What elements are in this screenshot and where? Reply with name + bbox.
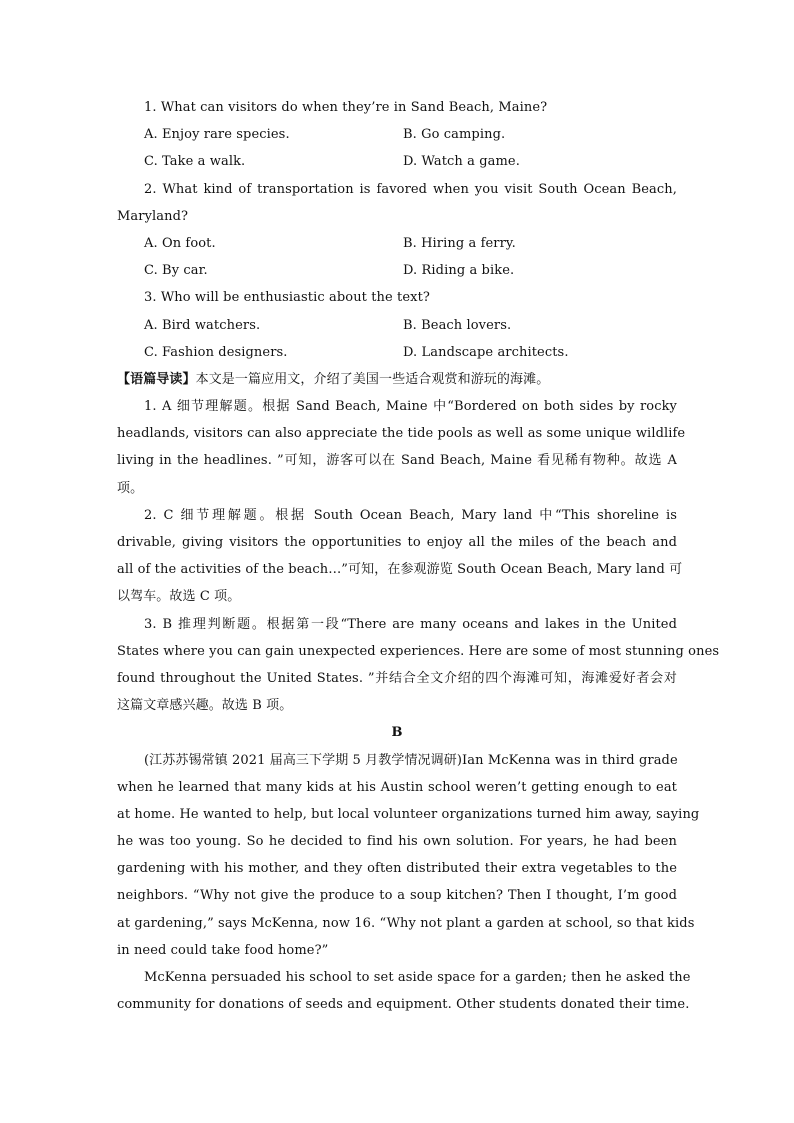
answer-3-line-3: found throughout the United States. ”并结合全文介绍的四个海滩可知，海滩爱好者会对 xyxy=(117,670,677,686)
reading-guide xyxy=(117,366,677,393)
section-b-p1-line-5: gardening with his mother, and they often distributed their extra vegetables to the xyxy=(117,861,677,877)
section-b-p1-line-8: in need could take food home?” xyxy=(117,942,329,958)
section-b-p1-line-1: (江苏苏锡常镇 2021 届高三下学期 5 月教学情况调研)Ian McKenna was in third grade xyxy=(144,752,678,768)
question-2-options-row-1 xyxy=(117,230,677,257)
question-2-stem-line-2: Maryland? xyxy=(117,208,189,224)
question-2-option-b: B. Hiring a ferry. xyxy=(403,235,516,251)
question-3-option-d: D. Landscape architects. xyxy=(403,344,569,360)
question-2-options-row-2 xyxy=(117,257,677,284)
document-page xyxy=(117,94,720,1018)
question-1-option-c: C. Take a walk. xyxy=(144,154,246,170)
section-b-p1-line-2: when he learned that many kids at his Austin school weren’t getting enough to eat xyxy=(117,779,677,795)
section-b-p1-line-4: he was too young. So he decided to find his own solution. For years, he had been xyxy=(117,834,677,850)
question-3-option-c: C. Fashion designers. xyxy=(144,344,288,360)
section-b-p2-line-2: community for donations of seeds and equipment. Other students donated their time. xyxy=(117,997,690,1013)
answer-3-line-4: 这篇文章感兴趣。故选 B 项。 xyxy=(117,698,293,714)
question-1-options-row-1 xyxy=(117,121,677,148)
answer-2-line-3: all of the activities of the beach…”可知，在参观游览 South Ocean Beach, Mary land 可 xyxy=(117,562,683,578)
answer-1-line-2: headlands, visitors can also appreciate the tide pools as well as some unique wildlife xyxy=(117,426,686,442)
answer-1-line-4: 项。 xyxy=(117,480,144,496)
question-3-options-row-2 xyxy=(117,339,677,366)
question-1-option-b: B. Go camping. xyxy=(403,127,506,143)
question-2-option-c: C. By car. xyxy=(144,263,208,279)
question-1-stem: 1. What can visitors do when they’re in Sand Beach, Maine? xyxy=(144,100,548,115)
section-b-p1-line-3: at home. He wanted to help, but local volunteer organizations turned him away, saying xyxy=(117,806,700,822)
answer-2-line-4: 以驾车。故选 C 项。 xyxy=(117,589,241,605)
section-b-p1-line-7: at gardening,” says McKenna, now 16. “Why not plant a garden at school, so that kids xyxy=(117,915,695,931)
section-b-p2-line-1: McKenna persuaded his school to set aside space for a garden; then he asked the xyxy=(144,970,691,985)
answer-1-line-3: living in the headlines. ”可知，游客可以在 Sand Beach, Maine 看见稀有物种。故选 A xyxy=(117,453,677,469)
answer-3-line-1: 3. B 推理判断题。根据第一段“There are many oceans and lakes in the United xyxy=(144,616,677,632)
answer-1-line-1: 1. A 细节理解题。根据 Sand Beach, Maine 中“Bordered on both sides by rocky xyxy=(144,399,677,415)
reading-guide-tag: 【语篇导读】 xyxy=(117,371,196,387)
question-3-option-a: A. Bird watchers. xyxy=(144,317,261,333)
question-3-option-b: B. Beach lovers. xyxy=(403,317,512,333)
section-b-p1-line-6: neighbors. “Why not give the produce to a soup kitchen? Then I thought, I’m good xyxy=(117,888,677,904)
reading-guide-text: 本文是一篇应用文，介绍了美国一些适合观赏和游玩的海滩。 xyxy=(195,371,550,387)
answer-3-line-2: States where you can gain unexpected experiences. Here are some of most stunning ones xyxy=(117,643,720,659)
question-3-stem: 3. Who will be enthusiastic about the text? xyxy=(144,290,430,306)
question-1-option-d: D. Watch a game. xyxy=(403,154,520,170)
question-2-stem-line-1: 2. What kind of transportation is favored when you visit South Ocean Beach, xyxy=(144,181,677,197)
question-2-option-d: D. Riding a bike. xyxy=(403,263,515,279)
answer-2-line-2: drivable, giving visitors the opportunities to enjoy all the miles of the beach and xyxy=(117,535,677,550)
question-1-option-a: A. Enjoy rare species. xyxy=(144,127,290,143)
question-1-options-row-2 xyxy=(117,148,677,175)
section-b-heading: B xyxy=(391,725,403,741)
question-3-options-row-1 xyxy=(117,312,677,339)
question-2-option-a: A. On foot. xyxy=(144,235,216,251)
answer-2-line-1: 2. C 细节理解题。根据 South Ocean Beach, Mary land 中“This shoreline is xyxy=(144,507,677,523)
